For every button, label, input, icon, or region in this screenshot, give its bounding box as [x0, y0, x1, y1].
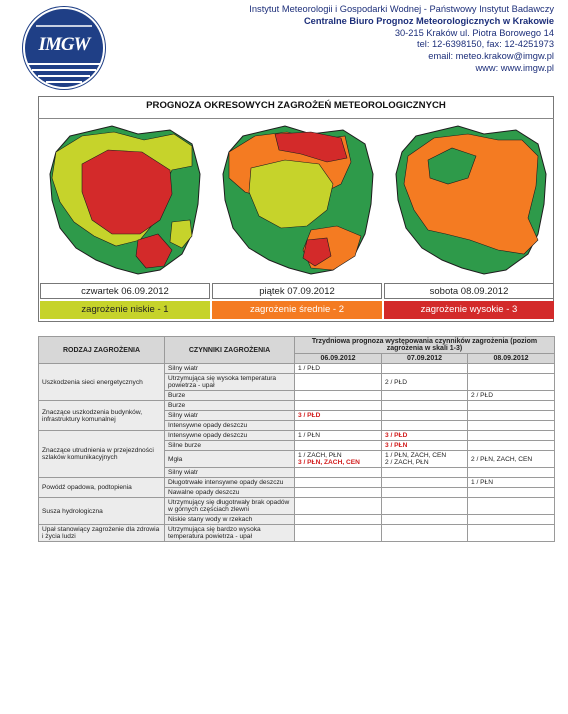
forecast-cell — [295, 468, 382, 478]
logo-text: IMGW — [38, 34, 90, 55]
factor-cell: Utrzymująca się bardzo wysoka temperatura powietrza - upał — [165, 525, 295, 542]
forecast-cell — [468, 515, 555, 525]
header-line-email[interactable]: email: meteo.krakow@imgw.pl — [428, 51, 554, 62]
title-divider — [38, 118, 554, 119]
table-row — [39, 525, 555, 542]
table-row — [39, 431, 555, 441]
forecast-cell: 2 / PŁD — [382, 374, 468, 391]
forecast-line: 1 / ZACH, PŁN — [298, 452, 342, 459]
forecast-cell — [382, 421, 468, 431]
forecast-cell — [468, 421, 555, 431]
col-threat-factors: CZYNNIKI ZAGROŻENIA — [165, 337, 295, 364]
col-threat-type: RODZAJ ZAGROŻENIA — [39, 337, 165, 364]
legend-medium: zagrożenie średnie - 2 — [212, 301, 382, 319]
forecast-line: 1 / PŁN, ZACH, CEN — [385, 452, 447, 459]
forecast-cell — [468, 525, 555, 542]
header-line-www[interactable]: www: www.imgw.pl — [475, 62, 554, 73]
threat-table — [38, 336, 555, 542]
date-day-2: piątek 07.09.2012 — [212, 283, 382, 299]
forecast-cell — [295, 451, 382, 468]
forecast-cell — [382, 488, 468, 498]
factor-cell: Silny wiatr — [165, 411, 295, 421]
forecast-cell — [468, 488, 555, 498]
legend-high: zagrożenie wysokie - 3 — [384, 301, 554, 319]
map-day-1 — [42, 122, 208, 280]
legend-low: zagrożenie niskie - 1 — [40, 301, 210, 319]
factor-cell: Nawalne opady deszczu — [165, 488, 295, 498]
forecast-cell: 1 / PŁD — [295, 364, 382, 374]
table-row — [39, 498, 555, 515]
forecast-cell — [295, 401, 382, 411]
forecast-cell — [468, 411, 555, 421]
header-line-bureau: Centralne Biuro Prognoz Meteorologicznych w Krakowie — [303, 15, 554, 26]
threat-name: Upał stanowiący zagrożenie dla zdrowia i życia ludzi — [39, 525, 165, 542]
forecast-cell — [468, 364, 555, 374]
date-day-1: czwartek 06.09.2012 — [40, 283, 210, 299]
header-line-phone: tel: 12-6398150, fax: 12-4251973 — [417, 39, 554, 50]
forecast-title: PROGNOZA OKRESOWYCH ZAGROŻEŃ METEOROLOGICZNYCH — [146, 100, 446, 111]
forecast-cell — [382, 401, 468, 411]
imgw-logo — [22, 6, 106, 90]
forecast-cell: 2 / PŁN, ZACH, CEN — [468, 451, 555, 468]
threat-name: Znaczące utrudnienia w przejezdności szlaków komunikacyjnych — [39, 431, 165, 478]
forecast-cell — [468, 468, 555, 478]
forecast-cell — [295, 478, 382, 488]
factor-cell: Mgła — [165, 451, 295, 468]
factor-cell: Intensywne opady deszczu — [165, 421, 295, 431]
col-date-2: 07.09.2012 — [382, 354, 468, 364]
col-date-3: 08.09.2012 — [468, 354, 555, 364]
forecast-cell — [382, 391, 468, 401]
date-day-3: sobota 08.09.2012 — [384, 283, 554, 299]
forecast-cell — [382, 478, 468, 488]
header-line-address: 30-215 Kraków ul. Piotra Borowego 14 — [394, 27, 554, 38]
forecast-cell: 3 / PŁD — [295, 411, 382, 421]
factor-cell: Silny wiatr — [165, 364, 295, 374]
forecast-cell — [295, 515, 382, 525]
table-row — [39, 401, 555, 411]
factor-cell: Silne burze — [165, 441, 295, 451]
forecast-cell — [295, 488, 382, 498]
factor-cell: Utrzymujący się długotrwały brak opadów w górnych częściach zlewni — [165, 498, 295, 515]
forecast-cell — [382, 515, 468, 525]
forecast-cell: 3 / PŁD — [382, 431, 468, 441]
forecast-cell — [295, 498, 382, 515]
table-header-row — [39, 337, 555, 354]
forecast-cell — [468, 401, 555, 411]
institute-header — [249, 4, 554, 75]
forecast-cell: 1 / PŁN — [468, 478, 555, 488]
forecast-cell — [382, 364, 468, 374]
map-day-2 — [215, 122, 381, 280]
factor-cell: Utrzymująca się wysoka temperatura powietrza - upał — [165, 374, 295, 391]
threat-name: Uszkodzenia sieci energetycznych — [39, 364, 165, 401]
table-row — [39, 478, 555, 488]
forecast-cell — [295, 525, 382, 542]
col-date-1: 06.09.2012 — [295, 354, 382, 364]
factor-cell: Długotrwałe intensywne opady deszczu — [165, 478, 295, 488]
forecast-cell — [382, 411, 468, 421]
forecast-cell — [382, 525, 468, 542]
forecast-cell — [468, 431, 555, 441]
forecast-cell — [382, 468, 468, 478]
forecast-line: 2 / ZACH, PŁN — [385, 459, 429, 466]
factor-cell: Silny wiatr — [165, 468, 295, 478]
table-row — [39, 364, 555, 374]
forecast-cell — [468, 498, 555, 515]
threat-name: Susza hydrologiczna — [39, 498, 165, 525]
map-day-3 — [388, 122, 554, 280]
forecast-cell — [295, 441, 382, 451]
forecast-cell — [382, 498, 468, 515]
factor-cell: Burze — [165, 391, 295, 401]
forecast-cell — [295, 374, 382, 391]
header-line-institute: Instytut Meteorologii i Gospodarki Wodnej - Państwowy Instytut Badawczy — [249, 4, 554, 14]
forecast-cell: 1 / PŁN — [295, 431, 382, 441]
forecast-cell: 2 / PŁD — [468, 391, 555, 401]
threat-name: Znaczące uszkodzenia budynków, infrastruktury komunalnej — [39, 401, 165, 431]
forecast-cell: 3 / PŁN — [382, 441, 468, 451]
threat-name: Powódź opadowa, podtopienia — [39, 478, 165, 498]
factor-cell: Intensywne opady deszczu — [165, 431, 295, 441]
forecast-cell — [468, 441, 555, 451]
factor-cell: Burze — [165, 401, 295, 411]
col-forecast: Trzydniowa prognoza występowania czynników zagrożenia (poziom zagrożenia w skali 1-3) — [295, 337, 555, 354]
forecast-cell — [382, 451, 468, 468]
factor-cell: Niskie stany wody w rzekach — [165, 515, 295, 525]
forecast-cell — [295, 421, 382, 431]
forecast-line: 3 / PŁN, ZACH, CEN — [298, 459, 360, 466]
forecast-cell — [468, 374, 555, 391]
forecast-cell — [295, 391, 382, 401]
